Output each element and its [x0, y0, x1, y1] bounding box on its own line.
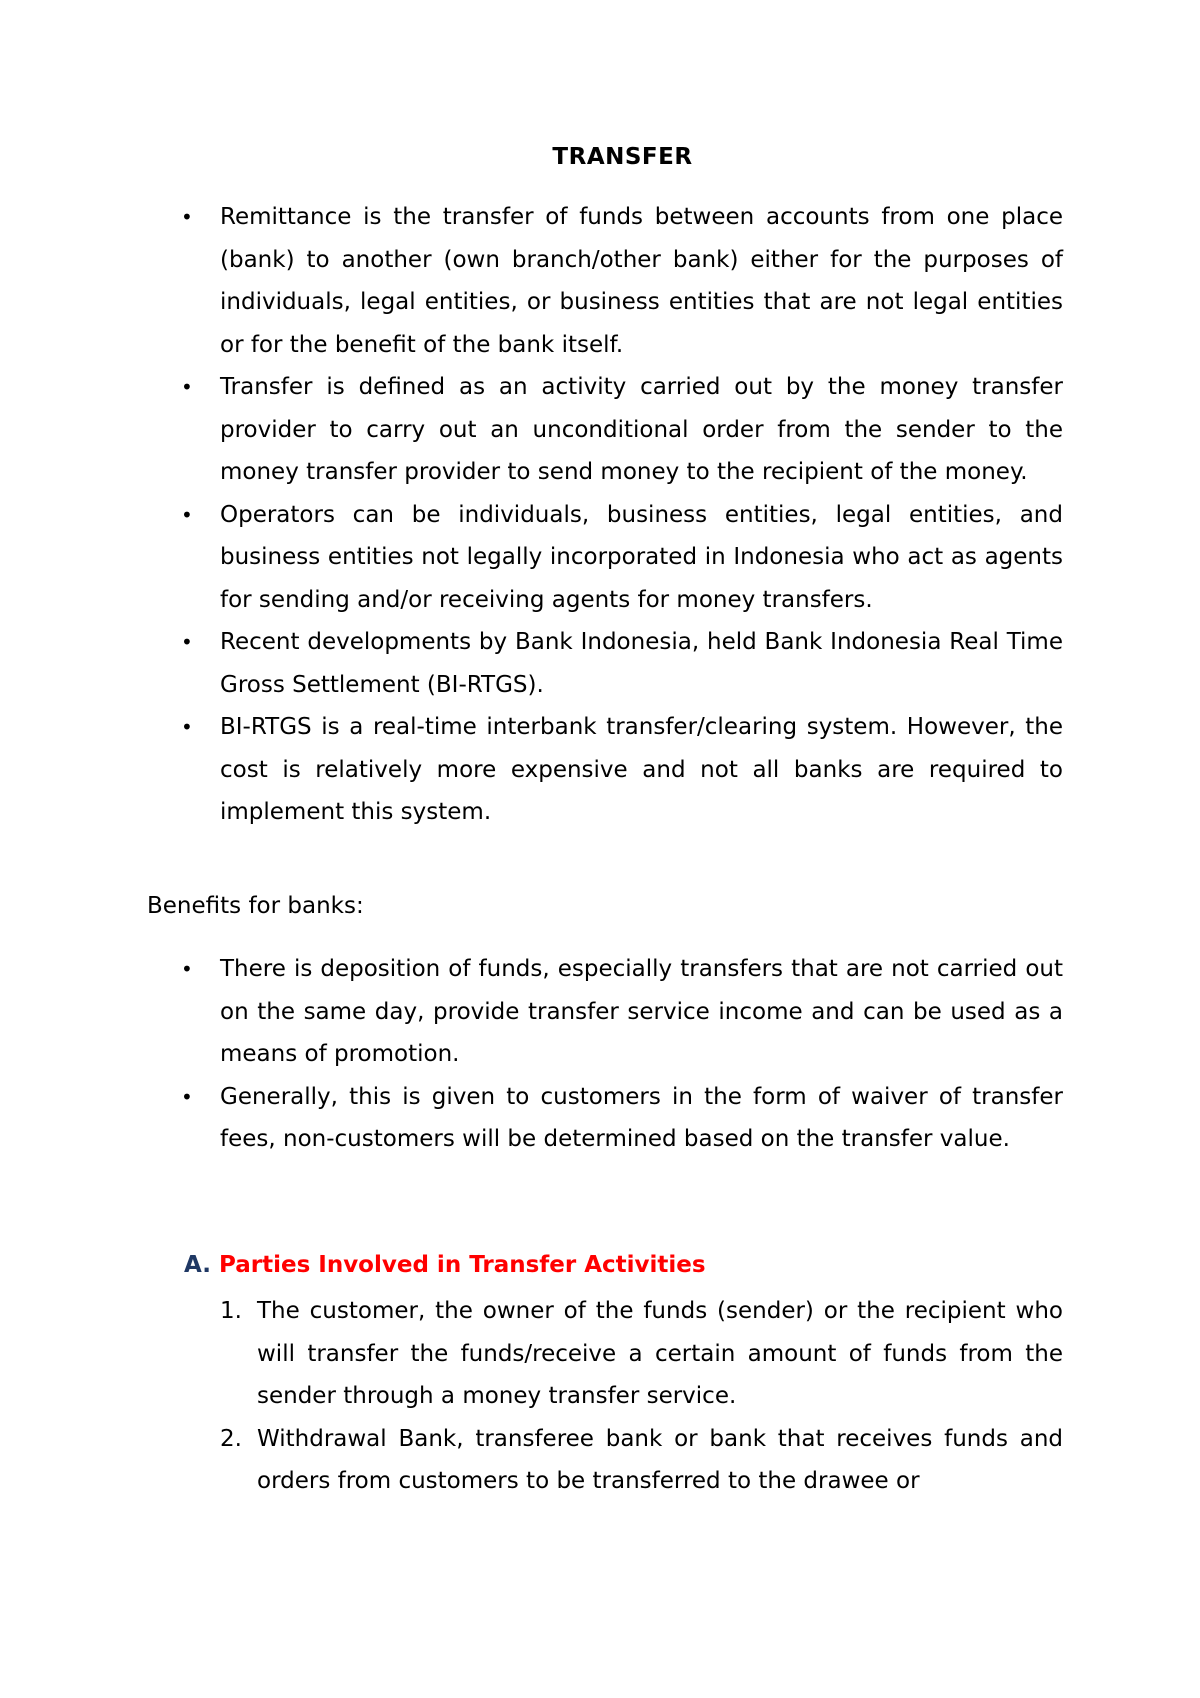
bullet-icon: • — [181, 957, 193, 981]
bullet-text: Recent developments by Bank Indonesia, held Bank Indonesia Real Time Gross Settlement (BI-RTGS). — [220, 629, 1063, 698]
item-text: Withdrawal Bank, transferee bank or bank that receives funds and orders from customers to be transferred to the drawee or — [257, 1425, 1063, 1494]
section-a-heading — [184, 1249, 706, 1281]
item-number: 1. — [220, 1298, 242, 1324]
section-a-numbered-list — [0, 1290, 1200, 1503]
bullet-icon: • — [181, 630, 193, 654]
bullet-icon: • — [181, 715, 193, 739]
bullet-icon: • — [181, 205, 193, 229]
bullet-text: There is deposition of funds, especially transfers that are not carried out on the same day, provide transfer service income and can be used as a means of promotion. — [220, 956, 1063, 1067]
bullet-item — [0, 196, 1063, 366]
numbered-item — [0, 1290, 1063, 1418]
bullet-text: Remittance is the transfer of funds between accounts from one place (bank) to another (own branch/other bank) either for the purposes of individuals, legal entities, or business entities that are not legal entities or for the benefit of the bank itself. — [220, 204, 1063, 358]
bullet-item — [0, 706, 1063, 834]
numbered-item — [0, 1418, 1063, 1503]
item-number: 2. — [220, 1425, 242, 1452]
benefits-bullet-list — [0, 948, 1200, 1161]
section-letter: A. — [184, 1252, 211, 1278]
bullet-item — [0, 621, 1063, 706]
bullet-item — [0, 366, 1063, 494]
bullet-icon: • — [181, 1084, 193, 1109]
bullet-item — [0, 494, 1063, 622]
item-text: The customer, the owner of the funds (sender) or the recipient who will transfer the funds/receive a certain amount of funds from the sender through a money transfer service. — [257, 1298, 1063, 1409]
bullet-text: Transfer is defined as an activity carried out by the money transfer provider to carry out an unconditional order from the sender to the money transfer provider to send money to the recipient of the money. — [220, 374, 1063, 485]
bullet-icon: • — [181, 375, 193, 399]
page-title: TRANSFER — [552, 144, 693, 170]
bullet-item — [0, 1076, 1063, 1161]
bullet-item — [0, 948, 1063, 1076]
section-title: Parties Involved in Transfer Activities — [218, 1252, 706, 1278]
bullet-text: Generally, this is given to customers in the form of waiver of transfer fees, non-customers will be determined based on the transfer value. — [220, 1083, 1063, 1152]
benefits-heading: Benefits for banks: — [147, 893, 364, 919]
bullet-text: Operators can be individuals, business entities, legal entities, and business entities not legally incorporated in Indonesia who act as agents for sending and/or receiving agents for money transfers. — [220, 501, 1063, 613]
intro-bullet-list — [0, 196, 1200, 834]
bullet-text: BI-RTGS is a real-time interbank transfer/clearing system. However, the cost is relatively more expensive and not all banks are required to implement this system. — [220, 714, 1063, 825]
bullet-icon: • — [181, 502, 193, 527]
